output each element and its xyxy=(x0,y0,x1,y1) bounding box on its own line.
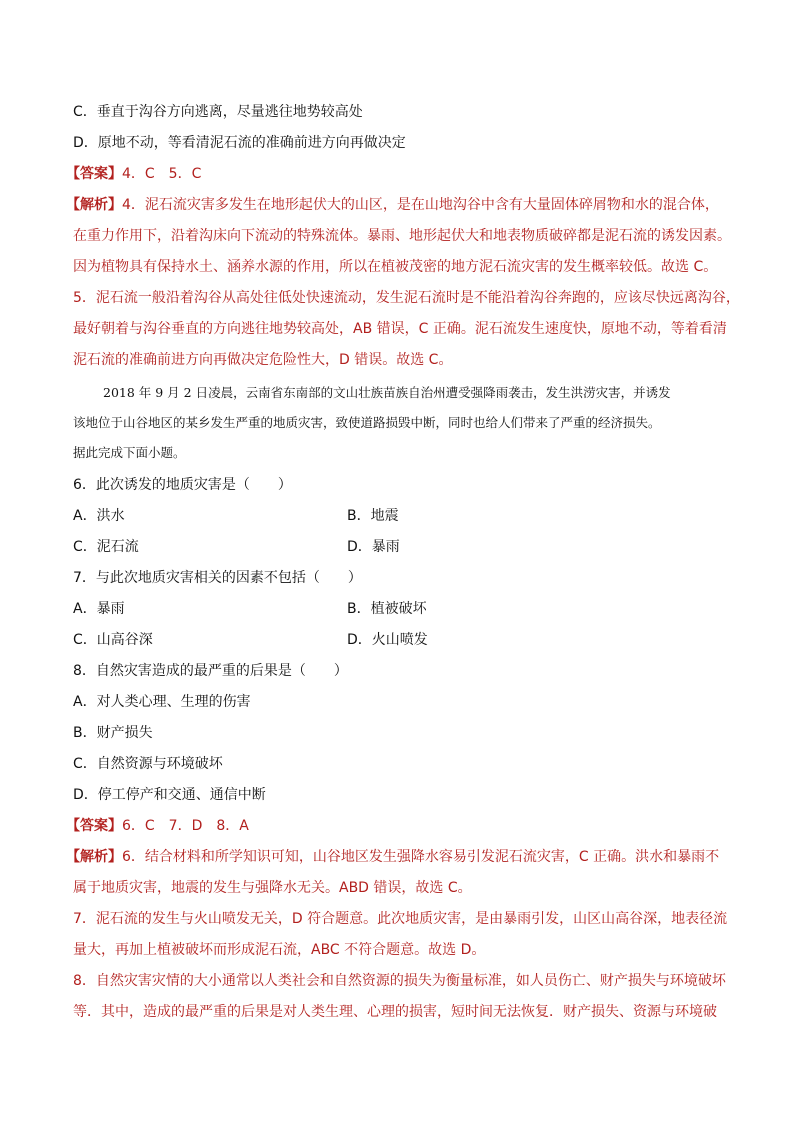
analysis-2-line-5: 8．自然灾害灾情的大小通常以人类社会和自然资源的损失为衡量标准，如人员伤亡、财产损失与环境破坏 xyxy=(73,973,726,989)
answer-block-1 xyxy=(66,164,726,184)
passage-line-2: 该地位于山谷地区的某乡发生严重的地质灾害，致使道路损毁中断，同时也给人们带来了严重的经济损失。 xyxy=(73,415,661,430)
answer-block-2 xyxy=(66,816,726,836)
answer-text: 6．C 7．D 8．A xyxy=(122,818,249,834)
q5-option-d: D．原地不动，等看清泥石流的准确前进方向再做决定 xyxy=(73,135,406,151)
q7-option-d: D．火山喷发 xyxy=(347,632,428,648)
analysis-2-line-4: 量大，再加上植被破坏而形成泥石流，ABC 不符合题意。故选 D。 xyxy=(73,942,486,958)
q8-stem: 8．自然灾害造成的最严重的后果是（ ） xyxy=(73,663,348,679)
q6-stem: 6．此次诱发的地质灾害是（ ） xyxy=(73,477,292,493)
answer-text: 4．C 5．C xyxy=(122,166,202,182)
q7-option-b: B．植被破坏 xyxy=(347,601,427,617)
q7-stem: 7．与此次地质灾害相关的因素不包括（ ） xyxy=(73,570,362,586)
analysis-1-line-6: 泥石流的准确前进方向再做决定危险性大，D 错误。故选 C。 xyxy=(73,352,453,368)
analysis-1-line-3: 因为植物具有保持水土、涵养水源的作用，所以在植被茂密的地方泥石流灾害的发生概率较低。故选 C。 xyxy=(73,259,718,275)
analysis-text: 4．泥石流灾害多发生在地形起伏大的山区，是在山地沟谷中含有大量固体碎屑物和水的混合体， xyxy=(122,197,719,213)
passage-line-1: 2018 年 9 月 2 日凌晨，云南省东南部的文山壮族苗族自治州遭受强降雨袭击，发生洪涝灾害，并诱发 xyxy=(103,385,671,400)
passage-line-3: 据此完成下面小题。 xyxy=(73,445,186,460)
q6-option-d: D．暴雨 xyxy=(347,539,400,555)
q7-option-a: A．暴雨 xyxy=(73,601,125,617)
q8-option-a: A．对人类心理、生理的伤害 xyxy=(73,694,251,710)
q5-option-c: C．垂直于沟谷方向逃离，尽量逃往地势较高处 xyxy=(73,104,363,120)
analysis-1-line-2: 在重力作用下，沿着沟床向下流动的特殊流体。暴雨、地形起伏大和地表物质破碎都是泥石流的诱发因素。 xyxy=(73,228,731,244)
q8-option-b: B．财产损失 xyxy=(73,725,153,741)
analysis-1-line-5: 最好朝着与沟谷垂直的方向逃往地势较高处，AB 错误，C 正确。泥石流发生速度快，原地不动，等着看清 xyxy=(73,321,727,337)
q6-option-a: A．洪水 xyxy=(73,508,125,524)
analysis-2-line-6: 等．其中，造成的最严重的后果是对人类生理、心理的损害，短时间无法恢复．财产损失、资源与环境破 xyxy=(73,1004,717,1020)
q7-option-c: C．山高谷深 xyxy=(73,632,153,648)
q8-option-d: D．停工停产和交通、通信中断 xyxy=(73,787,266,803)
q6-option-c: C．泥石流 xyxy=(73,539,139,555)
analysis-tag: 【解析】 xyxy=(66,849,122,865)
answer-tag: 【答案】 xyxy=(66,818,122,834)
analysis-1-line-1 xyxy=(66,195,726,215)
analysis-2-line-1 xyxy=(66,847,726,867)
analysis-2-line-3: 7．泥石流的发生与火山喷发无关，D 符合题意。此次地质灾害，是由暴雨引发，山区山高谷深，地表径流 xyxy=(73,911,728,927)
analysis-2-line-2: 属于地质灾害，地震的发生与强降水无关。ABD 错误，故选 C。 xyxy=(73,880,472,896)
q8-option-c: C．自然资源与环境破坏 xyxy=(73,756,223,772)
analysis-1-line-4: 5．泥石流一般沿着沟谷从高处往低处快速流动，发生泥石流时是不能沿着沟谷奔跑的，应该尽快远离沟谷， xyxy=(73,290,740,306)
answer-tag: 【答案】 xyxy=(66,166,122,182)
q6-option-b: B．地震 xyxy=(347,508,399,524)
analysis-text: 6．结合材料和所学知识可知，山谷地区发生强降水容易引发泥石流灾害，C 正确。洪水和暴雨不 xyxy=(122,849,720,865)
analysis-tag: 【解析】 xyxy=(66,197,122,213)
